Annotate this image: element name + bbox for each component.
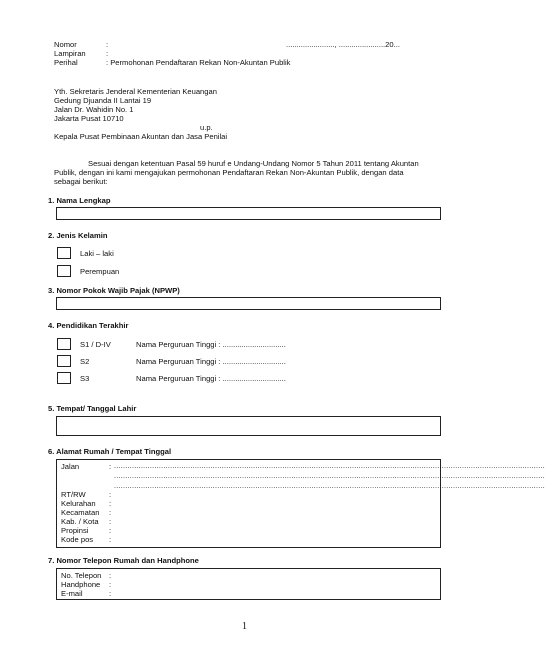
alamat-rtrw-label: RT/RW: [61, 490, 86, 499]
date-line: ......................., ......................20...: [286, 40, 400, 49]
checkbox-perempuan[interactable]: [57, 265, 71, 277]
npwp-field[interactable]: [56, 297, 441, 310]
intro-line-3: sebagai berikut:: [54, 177, 108, 186]
alamat-kota-colon: :: [109, 517, 112, 526]
section-pendidikan-heading: 4. Pendidikan Terakhir: [48, 321, 129, 330]
alamat-box: [56, 459, 545, 548]
telepon-rumah-colon: :: [109, 571, 112, 580]
alamat-kecamatan-label: Kecamatan: [61, 508, 100, 517]
page-number: 1: [242, 621, 247, 632]
handphone-label: Handphone: [61, 580, 101, 589]
email-label: E-mail: [61, 589, 83, 598]
section-ttl-heading: 5. Tempat/ Tanggal Lahir: [48, 404, 137, 413]
lampiran-colon: :: [106, 49, 109, 58]
address-line-4: Jakarta Pusat 10710: [54, 114, 124, 123]
address-line-3: Jalan Dr. Wahidin No. 1: [54, 105, 134, 114]
telepon-box: [56, 568, 441, 600]
alamat-propinsi-colon: :: [109, 526, 112, 535]
nama-lengkap-field[interactable]: [56, 207, 441, 220]
alamat-jalan-line-2[interactable]: ................................................................................................................................................................................................: [114, 473, 545, 480]
perihal-value: : Permohonan Pendaftaran Rekan Non-Akuntan Publik: [106, 58, 291, 67]
section-jenis-kelamin-heading: 2. Jenis Kelamin: [48, 231, 108, 240]
label-perempuan: Perempuan: [80, 267, 120, 276]
alamat-jalan-label: Jalan: [61, 462, 80, 471]
checkbox-s3[interactable]: [57, 372, 71, 384]
alamat-propinsi-label: Propinsi: [61, 526, 89, 535]
perguruan-tinggi-s1[interactable]: Nama Perguruan Tinggi : ..............................: [136, 340, 286, 349]
section-nama-lengkap-heading: 1. Nama Lengkap: [48, 196, 111, 205]
section-npwp-heading: 3. Nomor Pokok Wajib Pajak (NPWP): [48, 286, 180, 295]
alamat-kelurahan-label: Kelurahan: [61, 499, 96, 508]
address-line-2: Gedung Djuanda II Lantai 19: [54, 96, 152, 105]
nomor-label: Nomor: [54, 40, 77, 49]
section-telepon-heading: 7. Nomor Telepon Rumah dan Handphone: [48, 556, 199, 565]
alamat-kecamatan-colon: :: [109, 508, 112, 517]
checkbox-s1-d4[interactable]: [57, 338, 71, 350]
alamat-kodepos-colon: :: [109, 535, 112, 544]
alamat-jalan-line-3[interactable]: ................................................................................................................................................................................................: [114, 483, 545, 490]
nomor-colon: :: [106, 40, 109, 49]
handphone-colon: :: [109, 580, 112, 589]
label-laki-laki: Laki – laki: [80, 249, 114, 258]
alamat-rtrw-colon: :: [109, 490, 112, 499]
alamat-kodepos-label: Kode pos: [61, 535, 94, 544]
address-line-1: Yth. Sekretaris Jenderal Kementerian Keuangan: [54, 87, 217, 96]
ttl-field[interactable]: [56, 416, 441, 436]
alamat-jalan-colon: :: [109, 462, 112, 471]
intro-line-1: Sesuai dengan ketentuan Pasal 59 huruf e Undang-Undang Nomor 5 Tahun 2011 tentang Akuntan: [88, 159, 419, 168]
alamat-kelurahan-colon: :: [109, 499, 112, 508]
perguruan-tinggi-s3[interactable]: Nama Perguruan Tinggi : ..............................: [136, 374, 286, 383]
email-colon: :: [109, 589, 112, 598]
section-alamat-heading: 6. Alamat Rumah / Tempat Tinggal: [48, 447, 172, 456]
perihal-label: Perihal: [54, 58, 78, 67]
checkbox-s2[interactable]: [57, 355, 71, 367]
telepon-rumah-label: No. Telepon: [61, 571, 102, 580]
alamat-jalan-line[interactable]: ................................................................................................................................................................................................: [114, 463, 545, 470]
checkbox-laki-laki[interactable]: [57, 247, 71, 259]
address-attn: Kepala Pusat Pembinaan Akuntan dan Jasa Penilai: [54, 132, 228, 141]
alamat-kota-label: Kab. / Kota: [61, 517, 99, 526]
label-s3: S3: [80, 374, 90, 383]
label-s1-d4: S1 / D-IV: [80, 340, 111, 349]
intro-line-2: Publik, dengan ini kami mengajukan permohonan Pendaftaran Rekan Non-Akuntan Publik, dengan data: [54, 168, 404, 177]
perguruan-tinggi-s2[interactable]: Nama Perguruan Tinggi : ..............................: [136, 357, 286, 366]
lampiran-label: Lampiran: [54, 49, 86, 58]
address-up: u.p.: [200, 123, 213, 132]
label-s2: S2: [80, 357, 90, 366]
